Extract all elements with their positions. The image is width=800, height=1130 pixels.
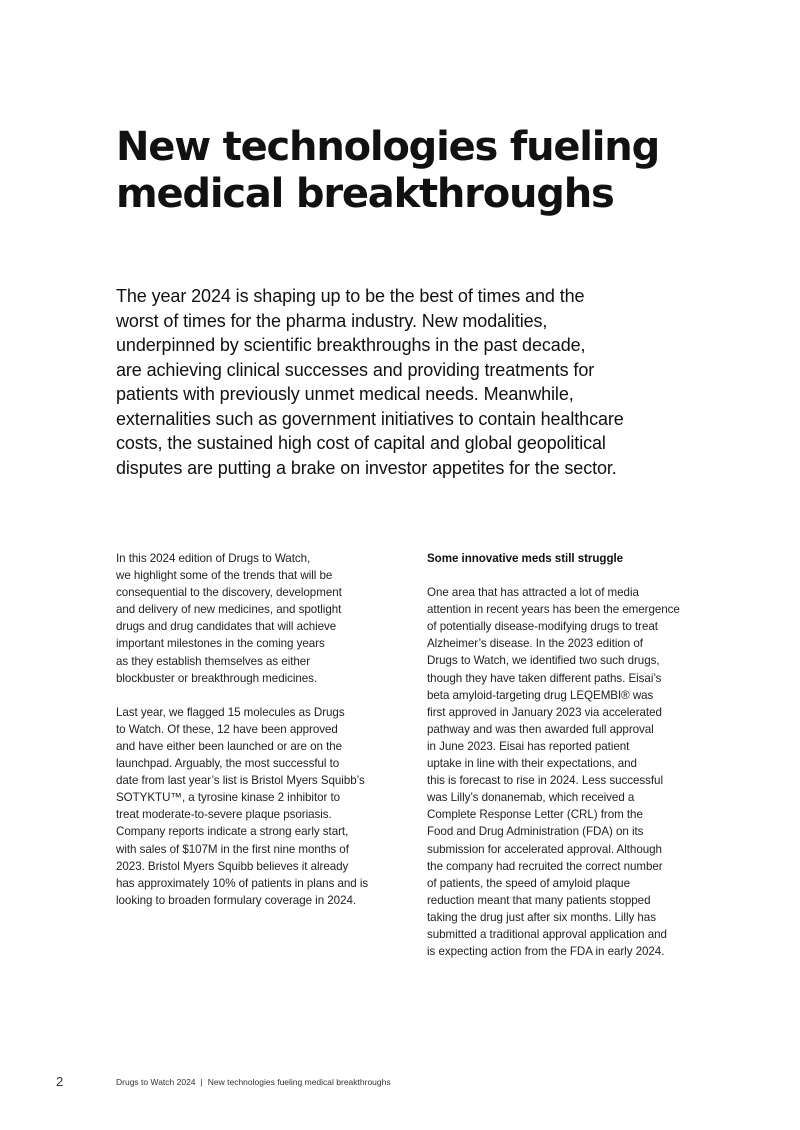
body-line: submitted a traditional approval application and: [427, 927, 667, 941]
body-line: launchpad. Arguably, the most successful to: [116, 757, 340, 771]
body-line: with sales of $107M in the first nine months of: [116, 842, 349, 856]
page-footer: [0, 1072, 800, 1092]
body-line: drugs and drug candidates that will achieve: [116, 620, 337, 634]
lead-line: underpinned by scientific breakthroughs in the past decade,: [116, 335, 586, 355]
lead-line: disputes are putting a brake on investor appetites for the sector.: [116, 457, 617, 478]
body-line: submission for accelerated approval. Although: [427, 842, 662, 856]
section-heading: Some innovative meds still struggle: [427, 552, 624, 565]
lead-line: externalities such as government initiatives to contain healthcare: [116, 408, 624, 429]
body-line: to Watch. Of these, 12 have been approved: [116, 722, 338, 736]
body-line: has approximately 10% of patients in plans and is: [116, 876, 369, 890]
title-line: New technologies fueling: [116, 124, 660, 170]
body-line: pathway and was then awarded full approval: [427, 722, 654, 736]
body-line: and have either been launched or are on the: [116, 739, 343, 753]
body-line: of potentially disease-modifying drugs to treat: [427, 620, 658, 634]
lead-line: costs, the sustained high cost of capital and global geopolitical: [116, 433, 606, 453]
body-line: in June 2023. Eisai has reported patient: [427, 739, 630, 753]
body-paragraph: [116, 704, 401, 909]
body-line: treat moderate-to-severe plaque psoriasis.: [116, 808, 332, 822]
lead-line: The year 2024 is shaping up to be the best of times and the: [116, 286, 585, 306]
lead-line: are achieving clinical successes and providing treatments for: [116, 359, 595, 380]
page-title: [116, 124, 736, 218]
body-paragraph: [427, 584, 717, 960]
body-line: this is forecast to rise in 2024. Less successful: [427, 774, 663, 788]
body-line: the company had recruited the correct number: [427, 859, 663, 873]
body-line: Company reports indicate a strong early start,: [116, 825, 349, 839]
right-column: [427, 550, 717, 960]
body-line: reduction meant that many patients stopped: [427, 893, 651, 907]
body-line: first approved in January 2023 via accelerated: [427, 705, 662, 719]
running-head: [116, 1075, 391, 1089]
body-paragraph: [116, 550, 401, 687]
body-line: of patients, the speed of amyloid plaque: [427, 876, 630, 890]
body-line: Drugs to Watch, we identified two such drugs,: [427, 654, 660, 668]
body-line: blockbuster or breakthrough medicines.: [116, 671, 318, 685]
section-name: New technologies fueling medical breakthroughs: [207, 1077, 391, 1087]
lead-line: patients with previously unmet medical needs. Meanwhile,: [116, 384, 574, 404]
body-line: Food and Drug Administration (FDA) on its: [427, 825, 644, 839]
publication-name: Drugs to Watch 2024: [116, 1077, 196, 1087]
lead-paragraph: [116, 284, 716, 480]
body-line: SOTYKTU™, a tyrosine kinase 2 inhibitor to: [116, 791, 341, 805]
left-column: [116, 550, 401, 909]
body-line: important milestones in the coming years: [116, 637, 325, 651]
body-line: In this 2024 edition of Drugs to Watch,: [116, 552, 311, 565]
body-line: as they establish themselves as either: [116, 654, 311, 668]
lead-line: worst of times for the pharma industry. New modalities,: [116, 310, 548, 331]
body-line: date from last year’s list is Bristol Myers Squibb’s: [116, 774, 365, 788]
body-line: we highlight some of the trends that will be: [116, 569, 333, 583]
body-line: beta amyloid-targeting drug LEQEMBI® was: [427, 688, 654, 702]
body-line: taking the drug just after six months. Lilly has: [427, 910, 656, 924]
body-line: uptake in line with their expectations, and: [427, 757, 637, 771]
body-line: consequential to the discovery, development: [116, 586, 342, 600]
body-line: Complete Response Letter (CRL) from the: [427, 808, 643, 822]
body-line: attention in recent years has been the emergence: [427, 603, 680, 617]
title-line: medical breakthroughs: [116, 171, 614, 217]
body-line: though they have taken different paths. Eisai’s: [427, 671, 662, 685]
footer-separator: |: [200, 1077, 203, 1087]
body-line: Alzheimer’s disease. In the 2023 edition of: [427, 637, 643, 651]
body-line: 2023. Bristol Myers Squibb believes it already: [116, 859, 349, 873]
body-line: One area that has attracted a lot of media: [427, 586, 639, 600]
page-number: 2: [56, 1074, 64, 1089]
body-line: was Lilly’s donanemab, which received a: [427, 791, 635, 805]
body-line: looking to broaden formulary coverage in 2024.: [116, 893, 357, 907]
body-line: Last year, we flagged 15 molecules as Drugs: [116, 705, 345, 719]
body-line: and delivery of new medicines, and spotlight: [116, 603, 342, 617]
body-line: is expecting action from the FDA in early 2024.: [427, 945, 665, 959]
